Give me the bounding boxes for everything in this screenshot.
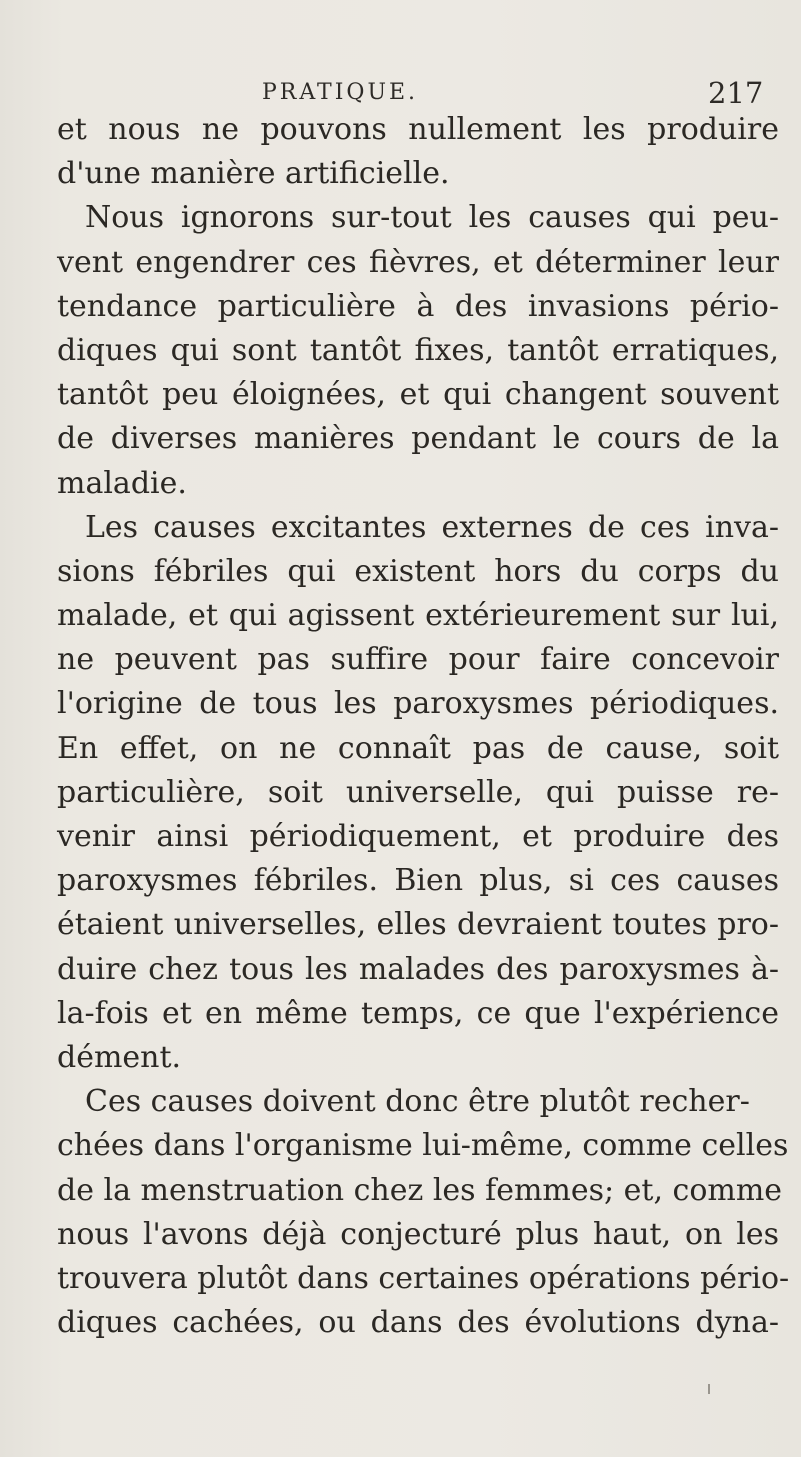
text-line-1: et nous ne pouvons nullement les produire (57, 112, 779, 147)
text-line-3: Nous ignorons sur-tout les causes qui peu- (85, 200, 779, 236)
text-line-7: tantôt peu éloignées, et qui changent souvent (57, 377, 779, 413)
text-line-25: de la menstruation chez les femmes; et, comme (57, 1172, 783, 1208)
running-title: PRATIQUE. (262, 80, 419, 105)
text-line-8: de diverses manières pendant le cours de la (57, 421, 779, 457)
text-line-12: malade, et qui agissent extérieurement sur lui, (57, 598, 779, 634)
text-line-6: diques qui sont tantôt fixes, tantôt erratiques, (57, 332, 779, 368)
text-line-19: étaient universelles, elles devraient toutes pro- (57, 907, 779, 943)
text-line-2: d'une manière artificielle. (57, 156, 450, 192)
text-line-24: chées dans l'organisme lui-même, comme celles (57, 1128, 789, 1164)
text-line-28: diques cachées, ou dans des évolutions dyna- (57, 1305, 779, 1341)
text-line-18: paroxysmes fébriles. Bien plus, si ces causes (57, 863, 779, 899)
text-line-10: Les causes excitantes externes de ces inva- (85, 509, 779, 545)
text-line-13: ne peuvent pas suffire pour faire concevoir (57, 642, 779, 678)
text-line-26: nous l'avons déjà conjecturé plus haut, on les (57, 1216, 779, 1252)
body-text (57, 108, 790, 1345)
paper-mark (708, 1384, 710, 1394)
text-line-9: maladie. (57, 465, 187, 501)
page-number: 217 (708, 76, 764, 110)
text-line-11: sions fébriles qui existent hors du corps du (57, 553, 779, 589)
text-line-5: tendance particulière à des invasions pério- (57, 288, 779, 324)
text-line-22: dément. (57, 1039, 182, 1075)
text-line-23: Ces causes doivent donc être plutôt recher- (85, 1084, 750, 1120)
text-line-4: vent engendrer ces fièvres, et déterminer leur (57, 244, 779, 280)
text-line-16: particulière, soit universelle, qui puisse re- (57, 774, 779, 810)
text-line-27: trouvera plutôt dans certaines opérations pério- (57, 1260, 790, 1296)
text-line-14: l'origine de tous les paroxysmes périodiques. (57, 686, 779, 722)
text-line-17: venir ainsi périodiquement, et produire des (57, 819, 779, 854)
text-line-15: En effet, on ne connaît pas de cause, soit (57, 730, 779, 766)
text-line-21: la-fois et en même temps, ce que l'expérience (57, 995, 779, 1031)
text-line-20: duire chez tous les malades des paroxysmes à- (57, 951, 779, 987)
